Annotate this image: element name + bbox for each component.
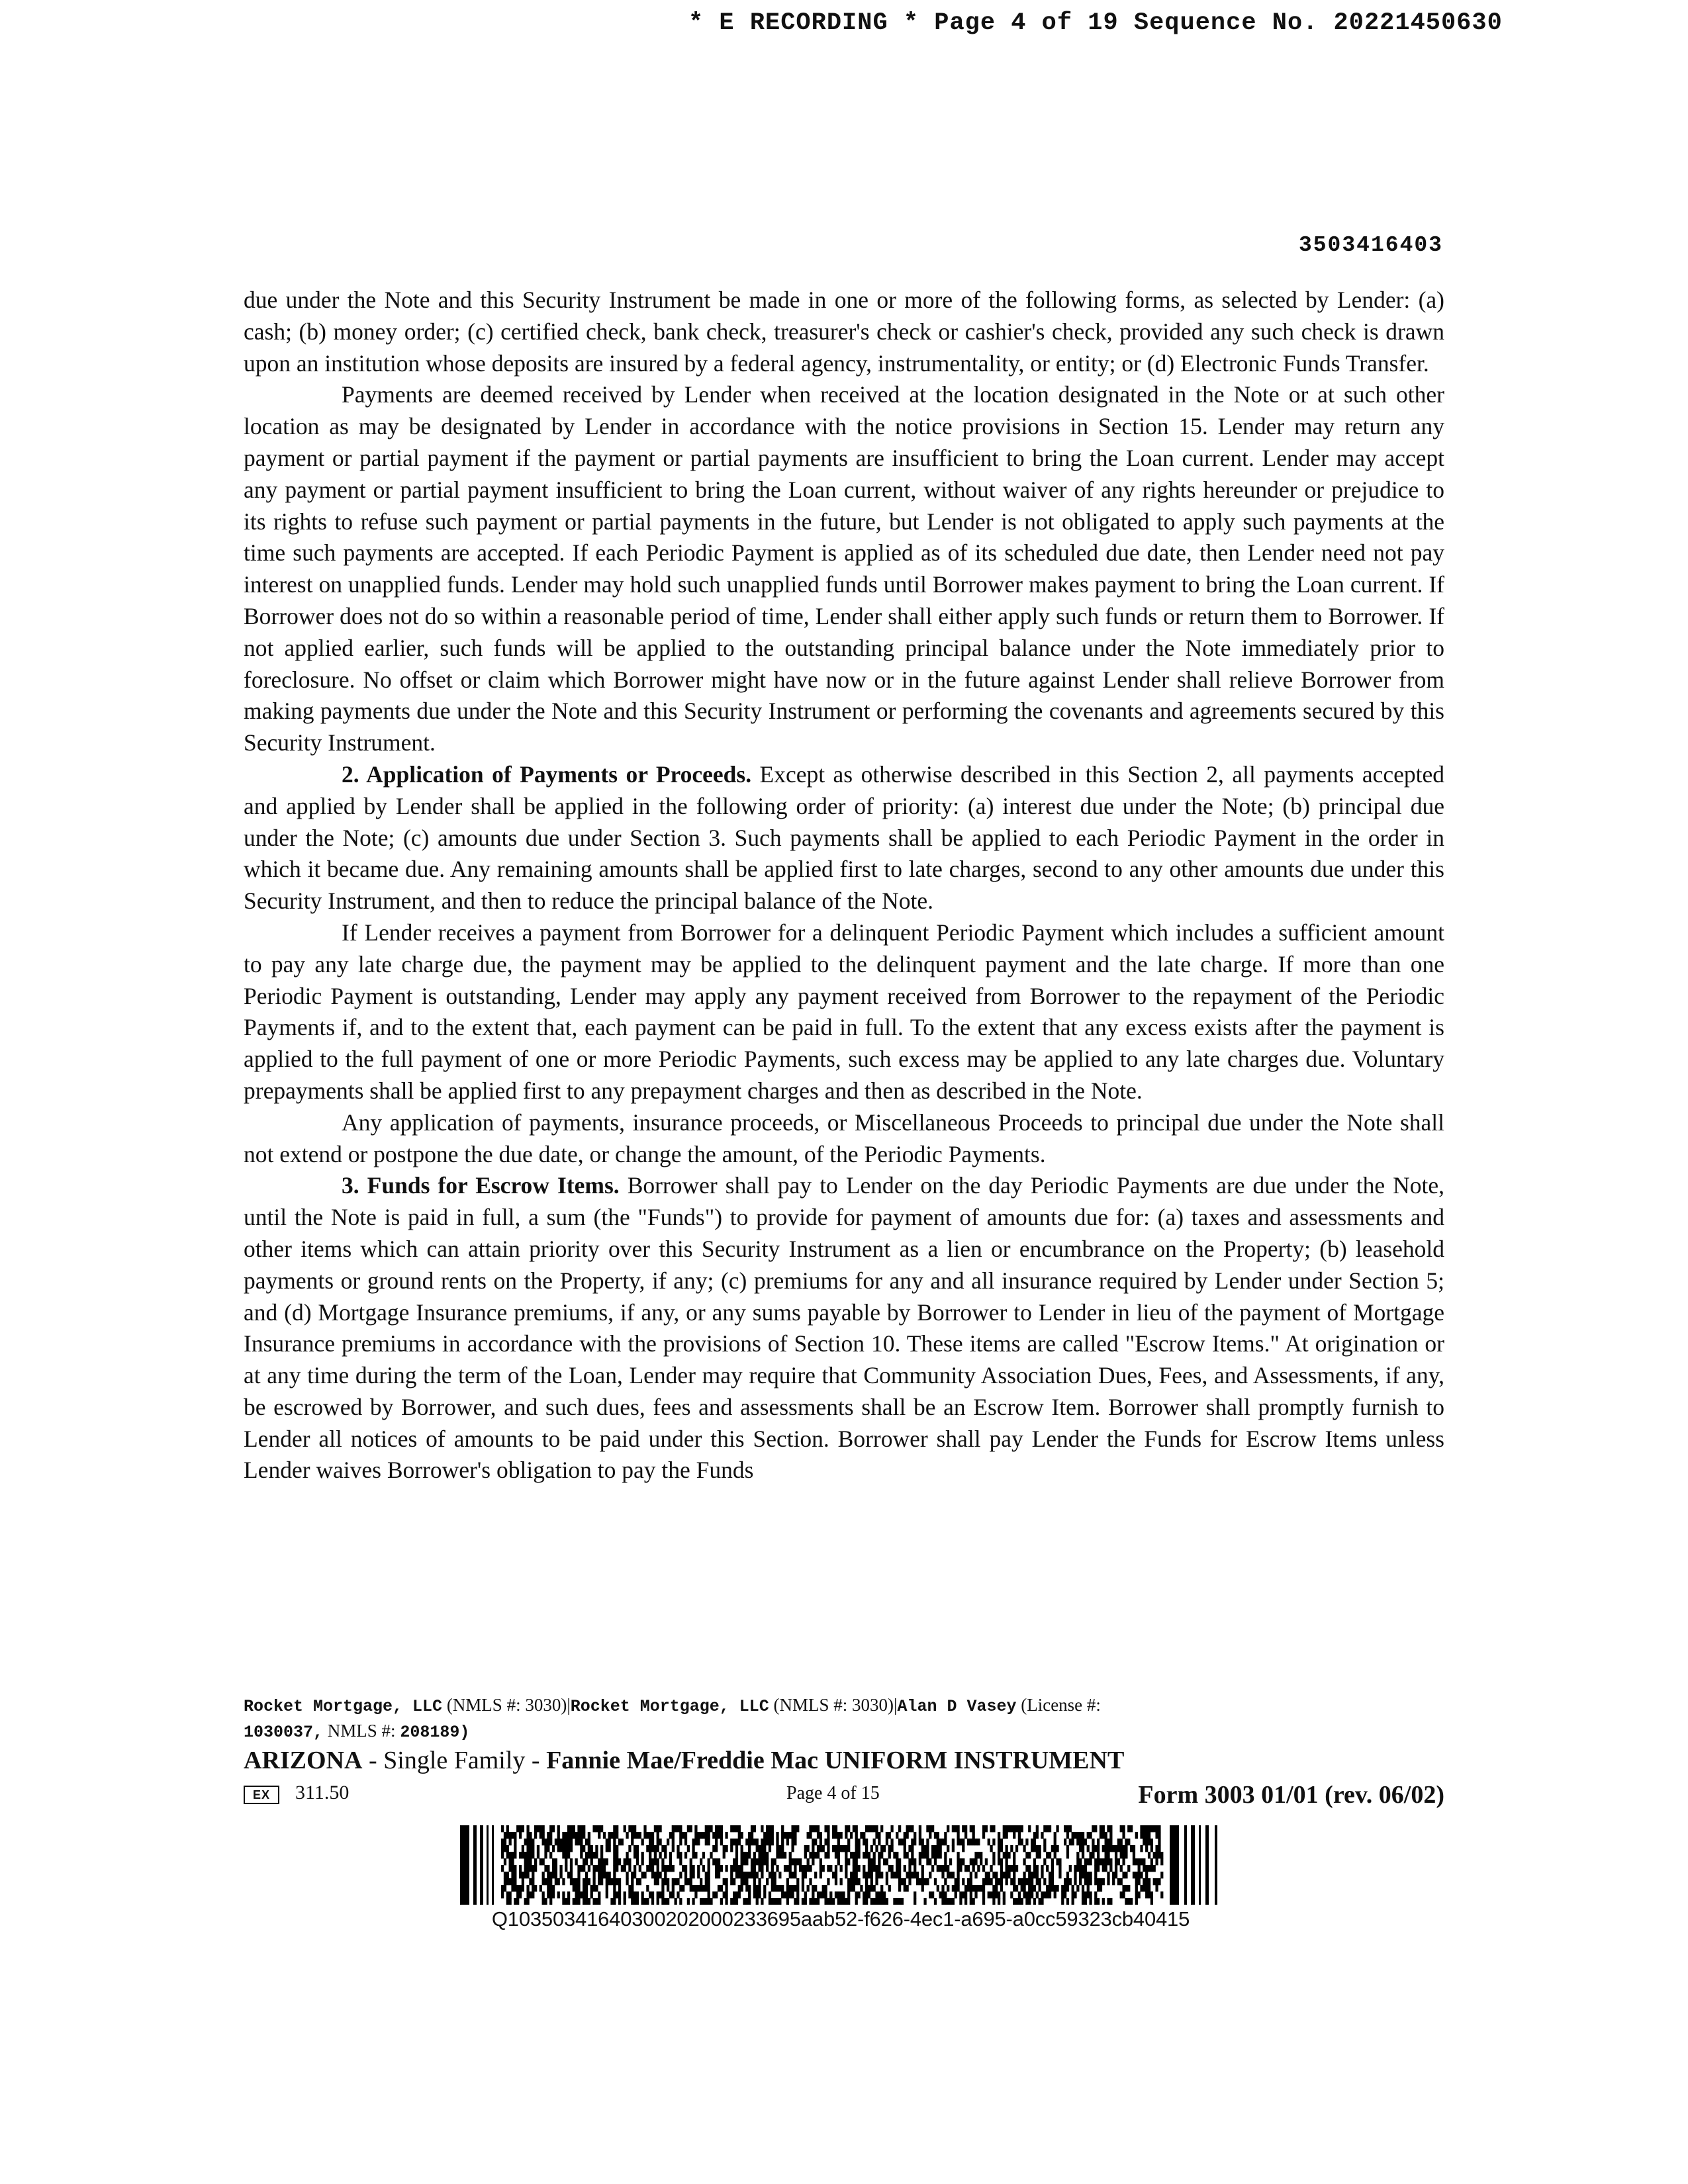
loan-officer-license-label: (License #: [1021,1695,1101,1715]
section-2-text: Except as otherwise described in this Section 2, all payments accepted and applied by Lender shall be applied in the following order of priority: (a) interest due under the Note; (b) principal due under the Note; (c) amounts due under Section 3. Such payments shall be applied to each Periodic Payment in the order in which it became due. Any remaining amounts shall be applied first to late charges, second to any other amounts due under this Security Instrument, and then to reduce the principal balance of the Note. [244,760,1444,915]
recording-header: * E RECORDING * Page 4 of 19 Sequence No. 20221450630 [688,9,1503,37]
separator: | [567,1695,571,1715]
loan-officer-nmls-label: NMLS #: [327,1721,396,1741]
paragraph-delinquent-payment: If Lender receives a payment from Borrower for a delinquent Periodic Payment which includes a sufficient amount to pay any late charge due, the payment may be applied to the delinquent payment and the late charge. If more than one Periodic Payment is outstanding, Lender may apply any payment received from Borrower to the repayment of the Periodic Payments if, and to the extent that, each payment can be paid in full. To the extent that any excess exists after the payment is applied to the full payment of one or more Periodic Payments, such excess may be applied to any late charges due. Voluntary prepayments shall be applied first to any prepayment charges and then as described in the Note. [244,919,1444,1104]
document-body [244,285,1444,1486]
section-3-funds-for-escrow [244,1170,1444,1486]
lender-nmls: (NMLS #: 3030) [446,1695,567,1715]
lender-name-2: Rocket Mortgage, LLC [570,1697,769,1716]
lender-nmls-2: (NMLS #: 3030) [773,1695,894,1715]
form-number: Form 3003 01/01 (rev. 06/02) [1138,1781,1444,1809]
page-number: Page 4 of 15 [786,1783,880,1803]
section-3-text: Borrower shall pay to Lender on the day Periodic Payments are due under the Note, until the Note is paid in full, a sum (the "Funds") to provide for payment of amounts due for: (a) taxes and assessments and other items which can attain priority over this Security Instrument as a lien or encumbrance on the Property; (b) leasehold payments or ground rents on the Property, if any; (c) premiums for any and all insurance required by Lender under Section 5; and (d) Mortgage Insurance premiums, if any, or any sums payable by Borrower to Lender in lieu of the payment of Mortgage Insurance premiums in accordance with the provisions of Section 10. These items are called "Escrow Items." At origination or at any time during the term of the Loan, Lender may require that Community Association Dues, Fees, and Assessments, if any, be escrowed by Borrower, and such dues, fees and assessments shall be an Escrow Item. Borrower shall promptly furnish to Lender all notices of amounts to be paid under this Section. Borrower shall pay Lender the Funds for Escrow Items unless Lender waives Borrower's obligation to pay the Funds [244,1172,1445,1484]
paragraph-payments-received: Payments are deemed received by Lender when received at the location designated in the Note or at such other location as may be designated by Lender in accordance with the notice provisions in Section 15. Lender may return any payment or partial payment if the payment or partial payments are insufficient to bring the Loan current. Lender may accept any payment or partial payment insufficient to bring the Loan current, without waiver of any rights hereunder or prejudice to its rights to refuse such payment or partial payments in the future, but Lender is not obligated to apply such payments at the time such payments are accepted. If each Periodic Payment is applied as of its scheduled due date, then Lender need not pay interest on unapplied funds. Lender may hold such unapplied funds until Borrower makes payment to bring the Loan current. If Borrower does not do so within a reasonable period of time, Lender shall either apply such funds or return them to Borrower. If not applied earlier, such funds will be applied to the outstanding principal balance under the Note immediately prior to foreclosure. No offset or claim which Borrower might have now or in the future against Lender shall relieve Borrower from making payments due under the Note and this Security Instrument or performing the covenants and agreements secured by this Security Instrument. [244,381,1444,756]
form-footer-row [244,1780,1444,1812]
loan-officer-name: Alan D Vasey [897,1697,1017,1716]
loan-number: 3503416403 [1298,233,1443,257]
section-2-heading: 2. Application of Payments or Proceeds. [342,760,752,788]
form-type: - Single Family - [362,1747,547,1774]
loan-officer-nmls: 208189) [400,1723,470,1742]
paragraph-application-of-proceeds: Any application of payments, insurance proceeds, or Miscellaneous Proceeds to principal due under the Note shall not extend or postpone the due date, or change the amount, of the Periodic Payments. [244,1109,1444,1167]
ex-logo-icon: EX [244,1786,279,1804]
barcode-icon [460,1825,1221,1905]
paragraph-payment-forms: due under the Note and this Security Instrument be made in one or more of the following forms, as selected by Lender: (a) cash; (b) money order; (c) certified check, bank check, treasurer's check or cashier's check, provided any such check is drawn upon an institution whose deposits are insured by a federal agency, instrumentality, or entity; or (d) Electronic Funds Transfer. [244,287,1444,377]
loan-originator-line [244,1693,1468,1745]
section-3-heading: 3. Funds for Escrow Items. [342,1172,620,1199]
form-agencies: Fannie Mae/Freddie Mac UNIFORM INSTRUMENT [546,1747,1125,1774]
form-version: 311.50 [295,1782,350,1803]
section-2-application-of-payments [244,759,1444,917]
barcode-text: Q10350341640300202000233695aab52-f626-4ec1-a695-a0cc59323cb40415 [491,1907,1190,1931]
form-state: ARIZONA [244,1747,363,1774]
separator-2: | [894,1695,898,1715]
lender-name: Rocket Mortgage, LLC [244,1697,443,1716]
form-title [244,1746,1124,1775]
loan-officer-license-number: 1030037, [244,1723,324,1742]
